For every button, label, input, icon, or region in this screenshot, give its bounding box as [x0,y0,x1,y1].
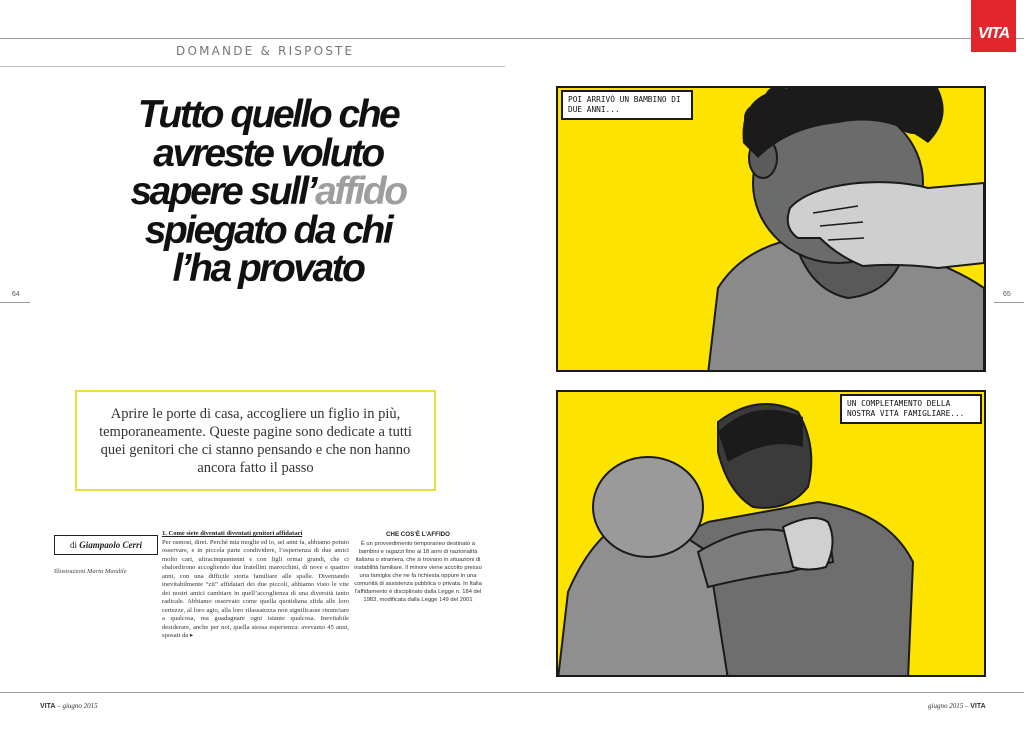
comic-caption-1: POI ARRIVÒ UN BAMBINO DI DUE ANNI... [561,90,693,120]
headline-highlight: affido [315,170,406,213]
illustration-credit [54,568,127,575]
standfirst-text: Aprire le porte di casa, accogliere un figlio in più, temporaneamente. Queste pagine sono dedicate a tutti quei genitori che ci stanno pensando e che non hanno ancora fatto il passo [99,405,412,476]
byline-author: Giampaolo Cerri [79,540,143,550]
page-number-left: 64 [12,291,20,298]
standfirst-box [75,390,436,491]
child-face-illustration [558,88,986,372]
vita-logo: VITA [971,0,1016,52]
headline-text-end: spiegato da chi l’ha provato [144,208,392,290]
top-rule [0,38,1024,39]
comic-panel-2 [556,390,986,677]
footer-left-brand: VITA [40,703,56,710]
footer-right-date: giugno 2015 [928,702,964,710]
headline-text: Tutto quello che avreste voluto sapere sull’ [130,93,399,213]
footer-right [928,702,986,710]
comic-caption-2: UN COMPLETAMENTO DELLA NOSTRA VITA FAMIGLIARE... [840,394,982,424]
footer-separator-right: – [964,702,969,710]
byline-box [54,535,158,555]
footer-left [40,702,98,710]
footer-separator: – [57,702,61,710]
headline [118,93,418,290]
byline-prefix: di [69,540,77,550]
page-number-right: 65 [1003,291,1011,298]
sidebar-title: CHE COS’È L’AFFIDO [386,531,450,538]
page-number-rule-left [0,302,30,303]
section-rule [0,66,505,67]
section-label: DOMANDE & RISPOSTE [176,44,355,58]
footer-rule [0,692,1024,693]
credit-prefix: Illustrazioni [54,568,86,575]
article-question: 1. Come siete diventati diventati genitori affidatari [162,530,303,537]
credit-illustrator: Marta Mandile [87,568,127,575]
comic-panel-1 [556,86,986,372]
article-body [162,539,349,640]
article-body-text: Per osmosi, direi. Perché mia moglie ed io, sei anni fa, abbiamo potuto osservare, e in piccola parte condividere, l’esperienza di due amici molto cari, ultracinquantenni e con figli ormai grandi, che ci sbalordirono accogliendo due fratellini marocchini, di nove e quattro anni, con una difficile storia familiare alle spalle. Diventando inevitabilmente “zii” affidatari dei due piccoli, abbiamo visto le vite dei nostri amici cambiare in quell’accoglienza di una diversità tanto radicale. Abbiamo osservato come quella quotidiana sfida alle loro certezze, al loro agio, alla loro rilassatezza non significasse rinunciare a qualcosa, ma guadagnare ogni istante qualcosa. Inevitabile desiderare, anche per noi, quella stessa esperienza: avevamo 45 anni, sposati da [162,539,349,639]
sidebar-body: È un provvedimento temporaneo destinato a bambini e ragazzi fino ai 18 anni di nazionalità italiana o straniera, che si trovano in situazioni di instabilità familiare. Il minore viene accolto presso una famiglia che ne fa richiesta oppure in una comunità di assistenza pubblica o privata. In Italia l’affidamento è disciplinato dalla Legge n. 184 del 1983, modificata dalla Legge 149 del 2001 [354,541,482,603]
footer-left-date: giugno 2015 [62,702,98,710]
page-number-rule-right [994,302,1024,303]
embrace-illustration [558,392,986,677]
continue-arrow-icon: ▸ [189,631,194,639]
footer-right-brand: VITA [970,703,986,710]
